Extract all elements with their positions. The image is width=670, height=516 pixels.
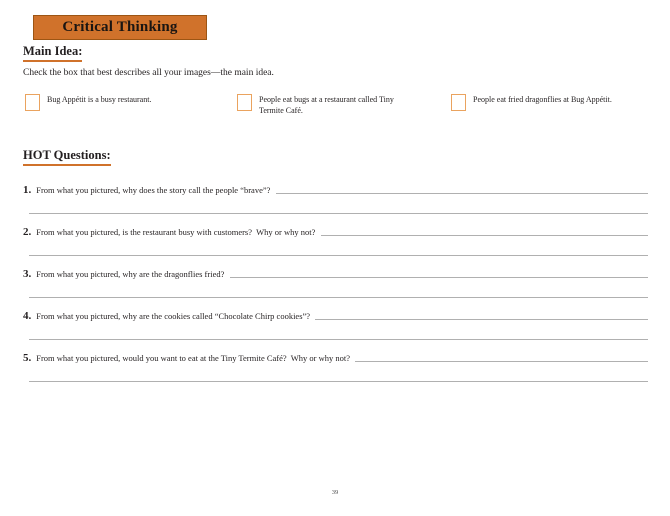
question-text: From what you pictured, why are the dragonflies fried? bbox=[36, 269, 227, 279]
question-row-3 bbox=[23, 268, 648, 310]
main-idea-heading bbox=[23, 44, 82, 62]
option-label: People eat bugs at a restaurant called Tiny Termite Café. bbox=[259, 95, 394, 115]
main-idea-heading-text: Main Idea: bbox=[23, 44, 82, 62]
main-idea-option-3 bbox=[451, 94, 612, 111]
question-text: From what you pictured, why are the cookies called “Chocolate Chirp cookies”? bbox=[36, 311, 313, 321]
option-label: People eat fried dragonflies at Bug Appétit. bbox=[473, 95, 612, 104]
checkbox-icon[interactable] bbox=[451, 94, 466, 111]
page-title: Critical Thinking bbox=[62, 19, 178, 35]
option-label: Bug Appétit is a busy restaurant. bbox=[47, 95, 152, 104]
answer-line[interactable] bbox=[230, 277, 649, 278]
question-row-4 bbox=[23, 310, 648, 352]
answer-line-continuation[interactable] bbox=[29, 339, 648, 340]
question-text: From what you pictured, is the restaurant busy with customers? Why or why not? bbox=[36, 227, 318, 237]
answer-line[interactable] bbox=[276, 193, 648, 194]
question-number: 3. bbox=[23, 268, 32, 280]
question-number: 2. bbox=[23, 226, 32, 238]
main-idea-option-2 bbox=[237, 94, 411, 117]
question-number: 4. bbox=[23, 310, 32, 322]
hot-questions-list bbox=[23, 184, 648, 394]
answer-line-continuation[interactable] bbox=[29, 381, 648, 382]
checkbox-icon[interactable] bbox=[25, 94, 40, 111]
question-number: 5. bbox=[23, 352, 32, 364]
answer-line-continuation[interactable] bbox=[29, 297, 648, 298]
main-idea-instruction: Check the box that best describes all your images—the main idea. bbox=[23, 68, 274, 78]
answer-line-continuation[interactable] bbox=[29, 213, 648, 214]
question-row-1 bbox=[23, 184, 648, 226]
checkbox-icon[interactable] bbox=[237, 94, 252, 111]
page-title-banner bbox=[33, 15, 207, 40]
answer-line[interactable] bbox=[321, 235, 649, 236]
question-row-5 bbox=[23, 352, 648, 394]
answer-line[interactable] bbox=[315, 319, 648, 320]
question-row-2 bbox=[23, 226, 648, 268]
answer-line-continuation[interactable] bbox=[29, 255, 648, 256]
answer-line[interactable] bbox=[355, 361, 648, 362]
hot-questions-heading bbox=[23, 148, 111, 166]
hot-questions-heading-text: HOT Questions: bbox=[23, 148, 111, 166]
page-number: 39 bbox=[331, 489, 339, 496]
main-idea-option-1 bbox=[25, 94, 151, 111]
question-number: 1. bbox=[23, 184, 32, 196]
question-text: From what you pictured, would you want to eat at the Tiny Termite Café? Why or why not? bbox=[36, 353, 353, 363]
question-text: From what you pictured, why does the story call the people “brave”? bbox=[36, 185, 273, 195]
